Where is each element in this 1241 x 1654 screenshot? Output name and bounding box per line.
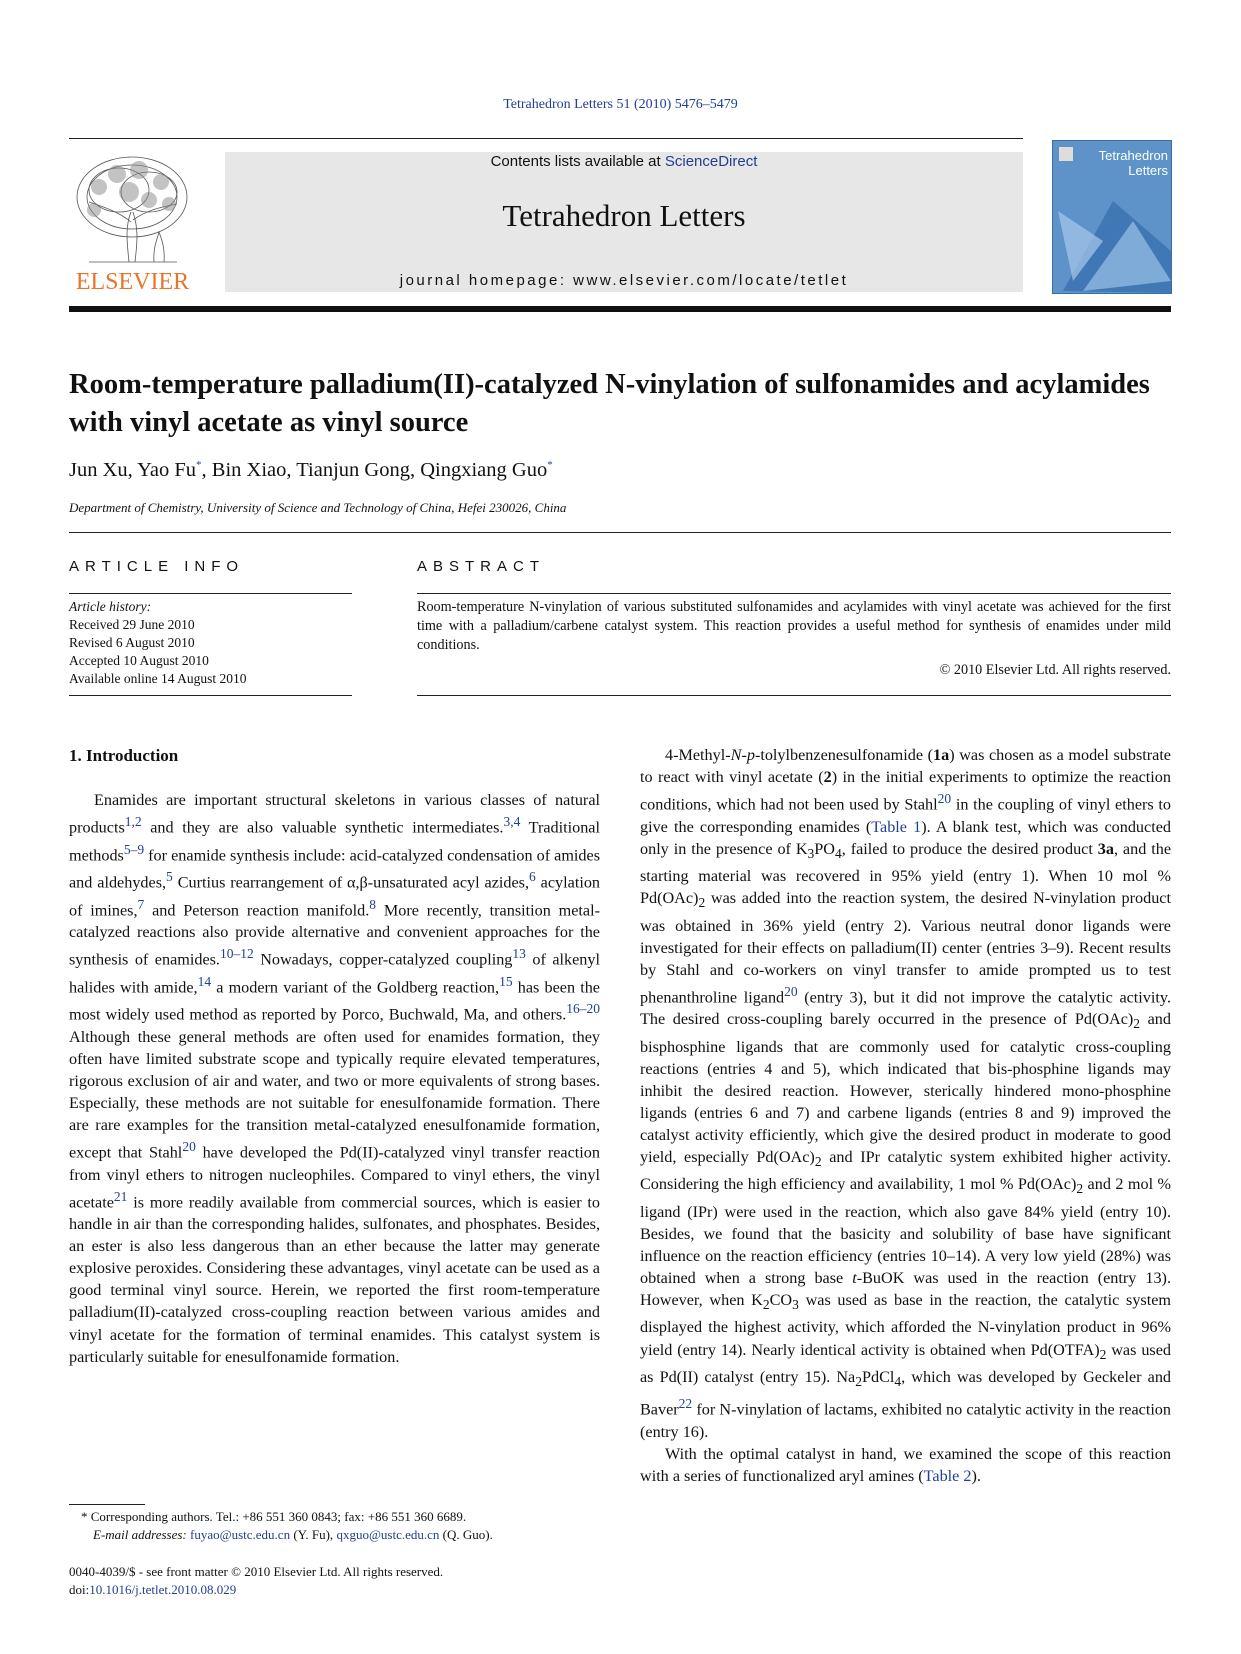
received-date: Received 29 June 2010 (69, 617, 195, 632)
email1-who: (Y. Fu), (290, 1527, 337, 1542)
author-list (69, 459, 553, 482)
abstract-copyright: © 2010 Elsevier Ltd. All rights reserved. (939, 662, 1171, 678)
journal-name: Tetrahedron Letters (502, 198, 746, 233)
email-link-guo[interactable]: qxguo@ustc.edu.cn (336, 1527, 440, 1542)
body-paragraph-3: With the optimal catalyst in hand, we examined the scope of this reaction with a series of functionalized aryl amines (Table 2). (640, 1444, 1171, 1485)
corresponding-mark-2[interactable]: * (547, 459, 553, 472)
affiliation-rule (69, 532, 1171, 533)
header-rule (69, 138, 1023, 139)
footnote-corresponding (69, 1508, 609, 1526)
abstract-rule-bottom (417, 695, 1171, 696)
article-info-rule-bottom (69, 695, 352, 696)
introduction-heading: 1. Introduction (69, 746, 179, 765)
accepted-date: Accepted 10 August 2010 (69, 653, 209, 668)
front-matter (69, 1563, 443, 1599)
article-title: Room-temperature palladium(II)-catalyzed N-vinylation of sulfonamides and acylamides with vinyl acetate as vinyl source (69, 369, 1150, 438)
sciencedirect-link[interactable]: ScienceDirect (664, 153, 758, 170)
issn-line: 0040-4039/$ - see front matter © 2010 Elsevier Ltd. All rights reserved. (69, 1564, 444, 1579)
email2-who: (Q. Guo). (439, 1527, 493, 1542)
article-info-rule-top (69, 593, 352, 594)
journal-reference[interactable]: Tetrahedron Letters 51 (2010) 5476–5479 (503, 97, 738, 112)
article-info-heading: ARTICLE INFO (69, 558, 245, 575)
doi-label: doi: (69, 1582, 90, 1597)
history-label: Article history: (69, 599, 152, 614)
footnote-emails (69, 1526, 609, 1544)
authors-part1: Jun Xu, Yao Fu (69, 459, 197, 481)
cover-title-line1: Tetrahedron (1098, 148, 1168, 163)
email-link-fu[interactable]: fuyao@ustc.edu.cn (190, 1527, 291, 1542)
corresponding-mark-1[interactable]: * (196, 459, 202, 472)
revised-date: Revised 6 August 2010 (69, 635, 195, 650)
email-label: E-mail addresses: (93, 1527, 191, 1542)
contents-prefix: Contents lists available at (490, 153, 665, 170)
cover-title-line2: Letters (1128, 163, 1168, 178)
contents-line (225, 153, 1023, 170)
body-column-right (640, 744, 1171, 1487)
footnote-rule (69, 1504, 145, 1505)
body-column-left (69, 789, 600, 1368)
article-history (69, 598, 352, 688)
footnote-mark: * (81, 1509, 88, 1524)
abstract-heading: ABSTRACT (417, 558, 546, 575)
abstract-text: Room-temperature N-vinylation of various substituted sulfonamides and acylamides with vinyl acetate was achieved for the first time with a palladium/carbene catalyst system. This reaction provides a useful method for synthesis of enamides under mild conditions. (417, 599, 1171, 653)
affiliation: Department of Chemistry, University of Science and Technology of China, Hefei 230026, China (69, 500, 567, 515)
doi-link[interactable]: 10.1016/j.tetlet.2010.08.029 (89, 1582, 237, 1597)
authors-part2: , Bin Xiao, Tianjun Gong, Qingxiang Guo (201, 459, 548, 481)
cover-title (1070, 148, 1168, 178)
footnote-contact: Corresponding authors. Tel.: +86 551 360 0843; fax: +86 551 360 6689. (90, 1509, 467, 1524)
corresponding-footnote (69, 1508, 609, 1544)
journal-homepage[interactable]: journal homepage: www.elsevier.com/locate/tetlet (399, 272, 849, 289)
intro-paragraph-1: Enamides are important structural skeletons in various classes of natural products$^{1,2}$ and they are also valuable synthetic intermediates.$^{3,4}$ Traditional methods$^{5-9}$ for enamide synthesis include: acid-catalyzed condensation of amides and aldehydes,$^5$ Curtius rearrangement of α,β-unsaturated acyl azides,$^6$ acylation of imines,$^7$ and Peterson reaction manifold.$^8$ More recently, transition metal-catalyzed reactions also provide alternative and convenient approaches for the synthesis of enamides.$^{10-12}$ Nowadays, copper-catalyzed coupling$^{13}$ of alkenyl halides with amide,$^{14}$ a modern variant of the Goldberg reaction,$^{15}$ has been the most widely used method as reported by Porco, Buchwald, Ma, and others.$^{16-20}$ Although these general methods are often used for enamides formation, they often have limited substrate scope and typically require elevated temperatures, rigorous exclusion of air and water, and two or more equivalents of strong bases. Especially, these methods are not suitable for enesulfonamide formation. There are rare examples for the transition metal-catalyzed enesulfonamide formation, except that Stahl$^{20}$ have developed the Pd(II)-catalyzed vinyl transfer reaction from vinyl ethers to nitrogen nucleophiles. Compared to vinyl ethers, the vinyl acetate$^{21}$ is more readily available from commercial sources, which is easier to handle in air than the corresponding halides, sulfonates, and phosphates. Besides, an ester is also less dangerous than an ether because the latter may generate explosive peroxides. Considering these advantages, vinyl acetate can be used as a good terminal vinyl source. Herein, we reported the first room-temperature palladium(II)-catalyzed cross-coupling reaction between various amides and vinyl acetate for the formation of terminal enamides. This catalyst system is particularly suitable for enesulfonamide formation. (69, 791, 601, 1366)
abstract-rule-top (417, 593, 1171, 594)
elsevier-wordmark: ELSEVIER (75, 269, 190, 295)
body-paragraph-2: 4-Methyl-N-p-tolylbenzenesulfonamide (1a) was chosen as a model substrate to react with vinyl acetate (2) in the initial experiments to optimize the reaction conditions, which had not been used by Stahl$^{20}$ in the coupling of vinyl ethers to give the corresponding enamides (Table 1). A blank test, which was conducted only in the presence of $K_3PO_4$, failed to produce the desired product 3a, and the starting material was recovered in 95% yield (entry 1). When 10 mol % $Pd(OAc)_2$ was added into the reaction system, the desired N-vinylation product was obtained in 36% yield (entry 2). Various neutral donor ligands were investigated for their effects on palladium(II) center (entries 3–9). Recent results by Stahl and co-workers on vinyl transfer to amide prompted us to test phenanthroline ligand$^{20}$ (entry 3), but it did not improve the catalytic activity. The desired cross-coupling barely occurred in the presence of $Pd(OAc)_2$ and bisphosphine ligands that are commonly used for catalytic cross-coupling reactions (entries 4 and 5), which indicated that bis-phosphine ligands may inhibit the desired reaction. However, sterically hindered mono-phosphine ligands (entries 6 and 7) and carbene ligands (entries 8 and 9) improved the catalyst activity efficiently, which give the desired product in moderate to good yield, especially $Pd(OAc)_2$ and IPr catalytic system exhibited higher activity. Considering the high efficiency and availability, 1 mol % $Pd(OAc)_2$ and 2 mol % ligand (IPr) were used in the reaction, which also gave 84% yield (entry 10). Besides, we found that the basicity and solubility of base have significant influence on the reaction efficiency (entries 10–14). A very low yield (28%) was obtained when a strong base t-BuOK was used in the reaction (entry 13). However, when $K_2CO_3$ was used as base in the reaction, the catalytic system displayed the highest activity, which afforded the N-vinylation product in 96% yield (entry 14). Nearly identical activity is obtained when $Pd(OTFA)_2$ was used as Pd(II) catalyst (entry 15). $Na_2PdCl_4$, which was developed by Geckeler and Baver$^{22}$ for N-vinylation of lactams, exhibited no catalytic activity in the reaction (entry 16). (640, 746, 1172, 1441)
header-thick-rule (69, 306, 1171, 312)
online-date: Available online 14 August 2010 (69, 671, 247, 686)
doi-line (69, 1581, 443, 1599)
